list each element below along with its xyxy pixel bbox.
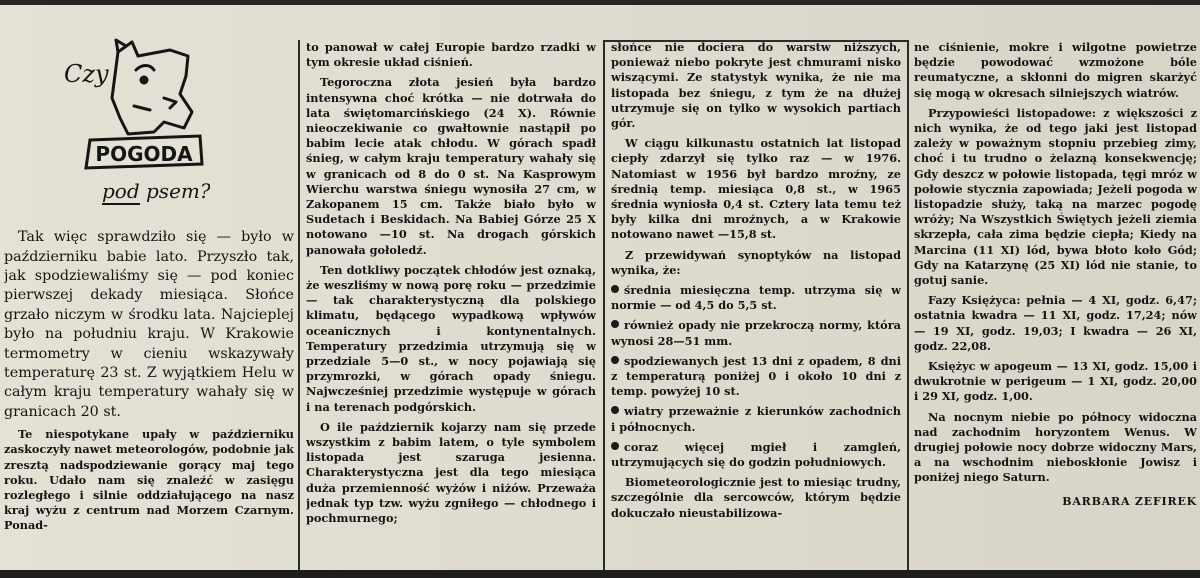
col2-paragraph-1: Tegoroczna złota jesień była bardzo intensywna choć krótka — nie dotrwała do lata świętomarcińskiego (24 X). Równie nieoczekiwanie co gwałtownie nastąpił po babim lecie atak chłodu. W górach spadł śnieg, w całym kraju temperatury wahały się w granicach od 8 do 0 st. Na Kasprowym Wierchu warstwa śniegu wynosiła 27 cm, w Zakopanem 15 cm. Także biało było w Sudetach i Beskidach. Na Babiej Górze 25 X notowano —10 st. Na drogach górskich panowała gołoledź.	[306, 75, 596, 257]
bullet-dot-icon	[611, 320, 619, 328]
forecast-bullet-3	[611, 354, 901, 400]
logo-line1: Czy	[64, 60, 109, 88]
col3-paragraph-3: Biometeorologicznie jest to miesiąc trudny, szczególnie dla sercowców, którym będzie dokuczało nieustabilizowa-	[611, 475, 901, 520]
col1-paragraph-1: Te niespotykane upały w październiku zaskoczyły nawet meteorologów, podobnie jak zresztą nadspodziewanie gorący maj tego roku. Udało nam się znaleźć w zasięgu rozległego i silnie oddziałującego na nasz kraj wyżu z centrum nad Morzem Czarnym. Ponad-	[4, 427, 294, 533]
bottom-edge	[0, 570, 1200, 578]
column-rule-1	[298, 40, 300, 570]
dog-weather-logo	[60, 36, 210, 216]
moon-phases-heading: Fazy Księżyca:	[928, 293, 1021, 308]
moon-phases-paragraph	[914, 293, 1197, 354]
top-edge	[0, 0, 1200, 5]
forecast-bullet-2	[611, 318, 901, 348]
lead-paragraph: Tak więc sprawdziło się — było w październiku babie lato. Przyszło tak, jak spodziewaliśmy się — pod koniec pierwszej dekady miesiąca. Słońce grzało niczym w środku lata. Najcieplej było na południu kraju. W Krakowie termometry w cieniu wskazywały temperaturę 23 st. Z wyjątkiem Helu w całym kraju temperatury wahały się w granicach 20 st.	[4, 229, 294, 420]
bullet-dot-icon	[611, 285, 619, 293]
forecast-bullet-5	[611, 440, 901, 470]
col3-paragraph-0: słońce nie dociera do warstw niższych, ponieważ niebo pokryte jest chmurami nisko wiszącymi. Ze statystyk wynika, że nie ma listopada bez śniegu, z tym że na dłużej utrzymuje się on tylko w wysokich partiach gór.	[611, 40, 901, 131]
sayings-body: z większości z nich wynika, że od tego jaki jest listopad zależy w poważnym stopniu przebieg zimy, choć i tu trudno o żelazną konsekwencję; Gdy deszcz w połowie listopada, tęgi mróz w połowie stycznia zapowiada; Jeżeli pogoda w listopadzie służy, taką na marzec pogodę wróży; Na Wszystkich Świętych jeżeli ziemia skrzepła, cała zima będzie ciepła; Kiedy na Marcina (11 XI) lód, bywa błoto koło Gód; Gdy na Katarzynę (25 XI) lód nie stanie, to gotuj sanie.	[914, 105, 1197, 288]
col2-paragraph-3: O ile październik kojarzy nam się przede wszystkim z babim latem, o tyle symbolem listopada jest szaruga jesienna. Charakterystyczna jest dla tego miesiąca duża przemienność wyżów i niżów. Przeważa jednak typ tzw. wyżu zgniłego — chłodnego i pochmurnego;	[306, 419, 596, 526]
night-sky-paragraph: Na nocnym niebie po północy widoczna nad zachodnim horyzontem Wenus. W drugiej połowie nocy dobrze widoczny Mars, a na wschodnim nieboskłonie Jowisz i poniżej niego Saturn.	[914, 409, 1197, 485]
logo-line2: POGODA	[95, 142, 193, 166]
col3-paragraph-2: Z przewidywań synoptyków na listopad wynika, że:	[611, 247, 901, 277]
column-2	[306, 40, 596, 568]
bullet-dot-icon	[611, 356, 619, 364]
forecast-bullet-3-text: spodziewanych jest 13 dni z opadem, 8 dni z temperaturą poniżej 0 i około 10 dni z temp. powyżej 10 st.	[611, 353, 901, 399]
col4-paragraph-0: ne ciśnienie, mokre i wilgotne powietrze będzie powodować wzmożone bóle reumatyczne, a skłonni do migren skarżyć się mogą w okresach silniejszych wiatrów.	[914, 40, 1197, 100]
column-4	[914, 40, 1197, 568]
col2-paragraph-0: to panował w całej Europie bardzo rzadki w tym okresie układ ciśnień.	[306, 40, 596, 70]
col2-paragraph-2: Ten dotkliwy początek chłodów jest oznaką, że weszliśmy w nową porę roku — przedzimie — tak charakterystyczną dla polskiego klimatu, będącego wypadkową wpływów oceanicznych i kontynentalnych. Temperatury przedzimia utrzymują się w przedziale 5—0 st., w nocy pojawiają się przymrozki, w górach opady śniegu. Najwcześniej przedzimie występuje w górach i na terenach podgórskich.	[306, 262, 596, 414]
bullet-dot-icon	[611, 442, 619, 450]
forecast-bullet-2-text: również opady nie przekroczą normy, która wynosi 28—51 mm.	[611, 318, 901, 348]
forecast-bullet-1-text: średnia miesięczna temp. utrzyma się w normie — od 4,5 do 5,5 st.	[611, 283, 901, 313]
forecast-bullet-4-text: wiatry przeważnie z kierunków zachodnich i północnych.	[611, 404, 901, 434]
column-1	[4, 36, 294, 564]
dog-icon	[112, 40, 192, 134]
bullet-dot-icon	[611, 406, 619, 414]
column-rule-3	[907, 40, 909, 570]
forecast-bullet-1	[611, 283, 901, 313]
moon-apogee-paragraph: Księżyc w apogeum — 13 XI, godz. 15,00 i dwukrotnie w perigeum — 1 XI, godz. 20,00 i 29 XI, godz. 1,00.	[914, 359, 1197, 404]
logo-line3: pod psem?	[102, 179, 210, 203]
column-rule-2	[603, 40, 605, 570]
forecast-bullet-5-text: coraz więcej mgieł i zamgleń, utrzymujących się do godzin południowych.	[611, 439, 901, 470]
moon-phases-body: pełnia — 4 XI, godz. 6,47; ostatnia kwadra — 11 XI, godz. 17,24; nów — 19 XI, godz. 19,03; I kwadra — 26 XI, godz. 22,08.	[914, 293, 1197, 353]
sayings-heading: Przypowieści listopadowe:	[928, 105, 1097, 120]
logo-banner	[86, 136, 202, 168]
sayings-paragraph	[914, 106, 1197, 288]
author-signature: BARBARA ZEFIREK	[1062, 494, 1197, 508]
column-3	[611, 40, 901, 568]
col3-paragraph-1: W ciągu kilkunastu ostatnich lat listopad ciepły zdarzył się tylko raz — w 1976. Natomiast w 1956 był bardzo mroźny, ze średnią temp. miesiąca 0,8 st., w 1965 średnia wyniosła 0,4 st. Cztery lata temu też były kilka dni mroźnych, a w Krakowie notowano nawet —15,8 st.	[611, 136, 901, 242]
forecast-bullet-4	[611, 404, 901, 434]
